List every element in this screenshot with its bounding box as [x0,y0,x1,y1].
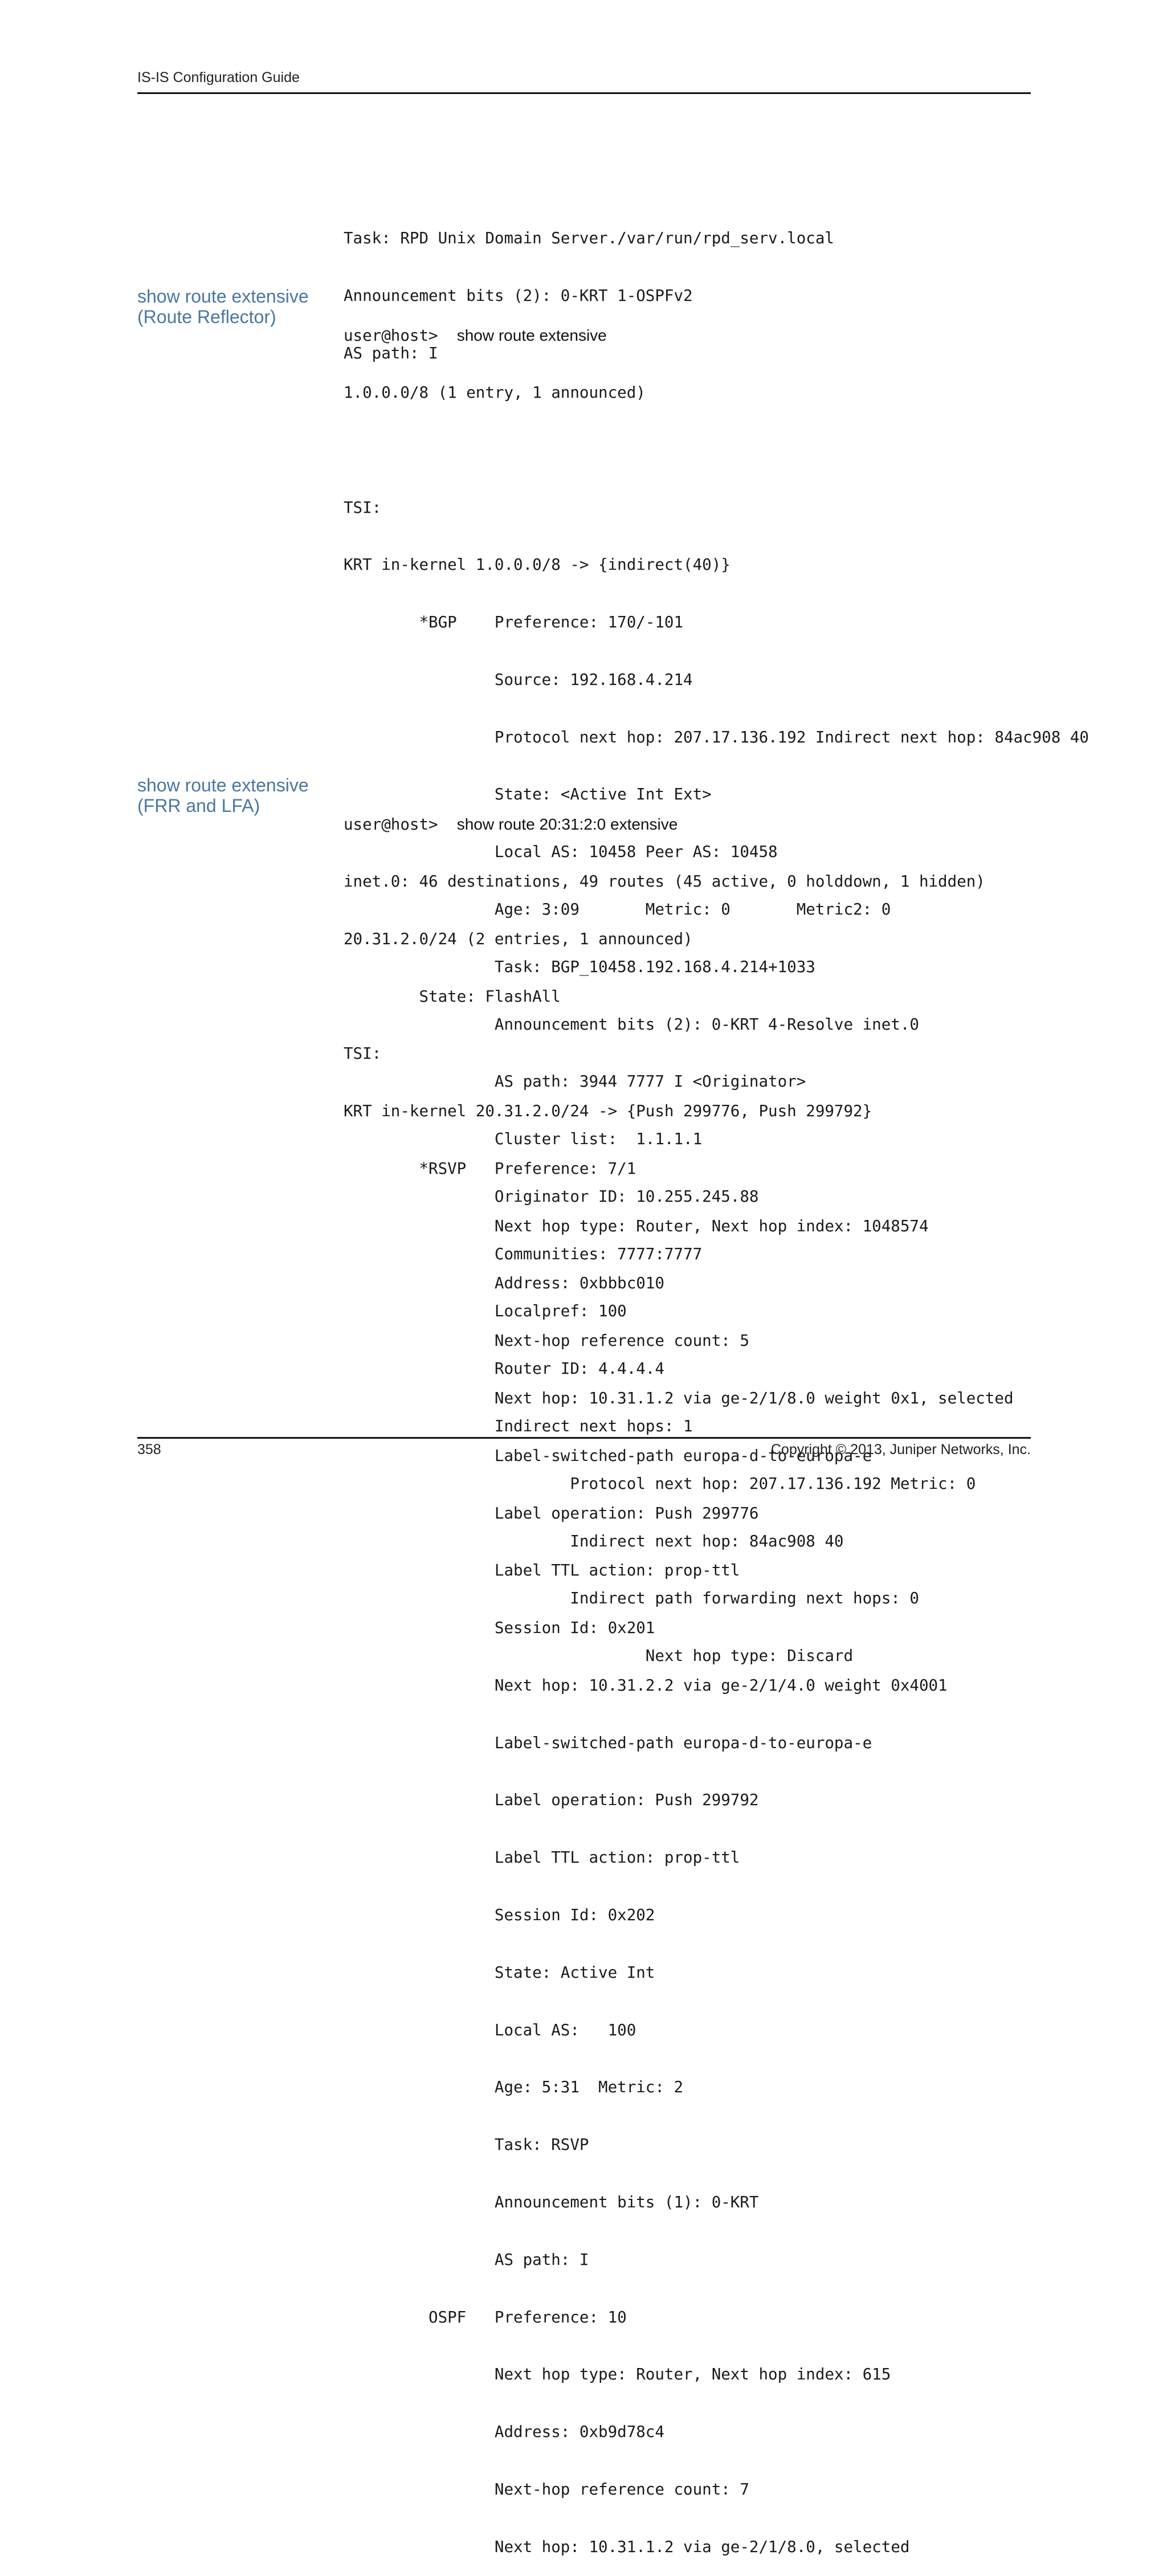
code-line: Announcement bits (1): 0-KRT [344,2193,759,2211]
code-line: inet.0: 46 destinations, 49 routes (45 active, 0 holddown, 1 hidden) [344,872,985,891]
code-line: Indirect next hop: 84ac908 40 [344,1532,844,1550]
code-line: Label operation: Push 299792 [344,1791,759,1810]
section-label-line: show route extensive [137,775,309,795]
code-line: Next hop type: Discard [344,1647,854,1665]
section-label-route-reflector [137,286,309,327]
code-block-frr-lfa [344,777,1014,2576]
code-line: Next hop: 10.31.1.2 via ge-2/1/8.0 weight 0x1, selected [344,1389,1014,1407]
code-line: Local AS: 100 [344,2020,636,2039]
prompt: user@host> [344,326,438,345]
code-line: Next hop: 10.31.2.2 via ge-2/1/4.0 weight 0x4001 [344,1676,948,1695]
code-line: Age: 5:31 Metric: 2 [344,2078,684,2097]
code-line: Next hop type: Router, Next hop index: 615 [344,2365,891,2384]
code-line: Protocol next hop: 207.17.136.192 Metric: 0 [344,1474,976,1493]
code-line: 20.31.2.0/24 (2 entries, 1 announced) [344,929,693,948]
code-line: Cluster list: 1.1.1.1 [344,1130,703,1149]
code-line: State: Active Int [344,1963,655,1982]
section-label-line: (FRR and LFA) [137,795,260,816]
code-line: Source: 192.168.4.214 [344,670,693,689]
code-line: Session Id: 0x202 [344,1906,655,1925]
code-line: KRT in-kernel 1.0.0.0/8 -> {indirect(40)} [344,556,731,574]
prompt: user@host> [344,815,438,834]
code-line: Label-switched-path europa-d-to-europa-e [344,1733,872,1752]
code-line: OSPF Preference: 10 [344,2308,627,2326]
code-line: Announcement bits (2): 0-KRT 1-OSPFv2 [344,286,693,305]
code-line: *RSVP Preference: 7/1 [344,1159,636,1178]
code-line: Localpref: 100 [344,1302,627,1321]
code-line: TSI: [344,498,382,517]
command-prompt-line [344,326,1089,345]
code-line: KRT in-kernel 20.31.2.0/24 -> {Push 299776, Push 299792} [344,1102,872,1121]
command-text: show route 20:31:2:0 extensive [456,815,678,834]
code-line: AS path: I [344,344,438,362]
code-line: Age: 3:09 Metric: 0 Metric2: 0 [344,900,891,918]
code-line: AS path: I [344,2250,589,2269]
code-line: Label operation: Push 299776 [344,1504,759,1522]
code-line: TSI: [344,1044,382,1063]
code-line: Address: 0xbbbc010 [344,1274,664,1293]
code-line: Indirect next hops: 1 [344,1417,693,1436]
code-line: Next-hop reference count: 7 [344,2480,749,2499]
code-line: Label TTL action: prop-ttl [344,1848,740,1867]
command-prompt-line [344,815,1014,834]
running-header-title: IS-IS Configuration Guide [137,70,300,85]
code-line: Router ID: 4.4.4.4 [344,1360,664,1378]
header-divider [137,92,1031,94]
code-line: AS path: 3944 7777 I <Originator> [344,1072,806,1091]
command-text: show route extensive [456,326,607,345]
section-label-line: show route extensive [137,286,309,307]
code-line: Indirect path forwarding next hops: 0 [344,1589,919,1608]
code-line: Communities: 7777:7777 [344,1244,703,1263]
page-number: 358 [137,1442,161,1458]
code-line: Next hop: 10.31.1.2 via ge-2/1/8.0, selected [344,2537,910,2556]
code-line: State: <Active Int Ext> [344,785,712,804]
code-line: Label-switched-path europa-d-to-europa-e [344,1446,872,1465]
code-line: Address: 0xb9d78c4 [344,2423,664,2442]
code-line: 1.0.0.0/8 (1 entry, 1 announced) [344,383,646,402]
code-line: Announcement bits (2): 0-KRT 4-Resolve inet.0 [344,1015,919,1034]
code-line: Label TTL action: prop-ttl [344,1561,740,1580]
code-line: Protocol next hop: 207.17.136.192 Indirect next hop: 84ac908 40 [344,728,1089,746]
code-line [344,441,1089,460]
section-label-line: (Route Reflector) [137,307,276,327]
code-line: Session Id: 0x201 [344,1619,655,1638]
code-line: *BGP Preference: 170/-101 [344,613,684,632]
copyright-notice: Copyright © 2013, Juniper Networks, Inc. [770,1442,1031,1458]
code-line: Task: RPD Unix Domain Server./var/run/rpd_serv.local [344,229,834,248]
code-line: State: FlashAll [344,987,561,1006]
footer-divider [137,1437,1031,1439]
code-line: Next hop type: Router, Next hop index: 1048574 [344,1216,929,1235]
code-line: Local AS: 10458 Peer AS: 10458 [344,843,778,862]
code-line: Originator ID: 10.255.245.88 [344,1187,759,1206]
code-line: Task: BGP_10458.192.168.4.214+1033 [344,957,815,976]
section-label-frr-lfa [137,775,309,816]
code-line: Task: RSVP [344,2136,589,2154]
code-line: Next-hop reference count: 5 [344,1332,749,1350]
